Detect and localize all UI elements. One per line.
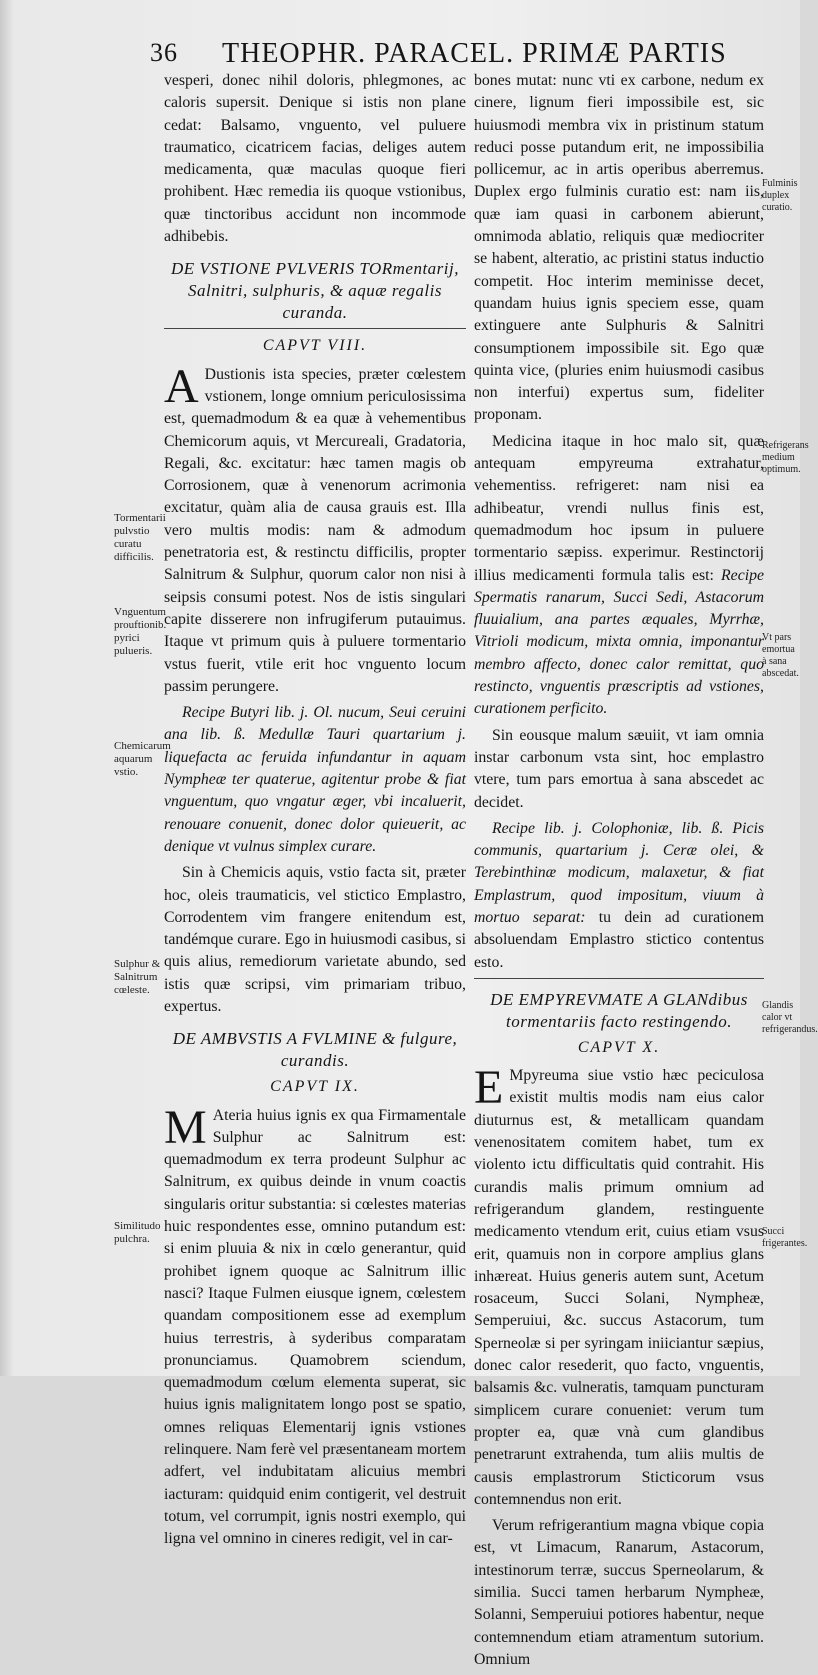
chapter-x-heading: DE EMPYREVMATE A GLANdibus tormentariis facto restingendo. <box>490 989 748 1031</box>
left-column <box>164 70 466 1555</box>
right-paragraph-1: bones mutat: nunc vti ex carbone, nedum ex cinere, lignum fieri impossibile est, sic huiusmodi membra vix in pristinum statum reduci posse putandum erit, ne impossibilia pollicemur, ac in artis operibus aberremus. Duplex ergo fulminis curatio est: nam iis, quæ iam quasi in carbonem abierunt, omnimoda ablatio, reliquis quæ mediocriter se habent, alteratio, ac pristini status inductio competit. Hoc interim meminisse decet, quandam huius ignis speciem esse, quam extinguere ante Sulphuris & Salnitri consumptionem impossibile sit. Ego quæ quinta vice, (pluries enim huiusmodi casibus non interfui) expertus sum, fideliter proponam. <box>474 72 764 424</box>
chapter-x-paragraph-1 <box>474 1061 764 1511</box>
chapter-viii-paragraph-2: Sin à Chemicis aquis, vstio facta sit, præter hoc, oleis traumaticis, vel stictico Emplastro, Corrodentem vim frangere enitendum est, tandémque curare. Ego in huiusmodi casibus, si quis alius, remediorum varietate abundo, sed istis quæ scripsi, vim primariam tribuo, expertus. <box>164 864 466 1015</box>
margin-note: Sulphur & Salnitrum cœleste. <box>114 958 161 996</box>
right-paragraph-2 <box>474 431 764 721</box>
margin-note: Succi frigerantes. <box>762 1226 808 1249</box>
right-paragraph-2-text: Medicina itaque in hoc malo sit, quæ antequam empyreuma extrahatur, vehementiss. refrigeret: nam nisi ea adhibeatur, vrendi nullus finis est, quemadmodum hoc ipsum in puluere tormentario sæpiss. experimur. Restinctorij illius medicamenti formula talis est: <box>474 432 764 584</box>
right-column <box>474 70 764 1675</box>
margin-note: Glandis calor vt refrigerandus. <box>762 1000 818 1035</box>
margin-note: Tormentarii pulvstio curatu difficilis. <box>114 512 166 563</box>
margin-note: Refrigerans medium optimum. <box>762 440 809 475</box>
recipe-ointment: Recipe Butyri lib. j. Ol. nucum, Seui ceruini ana lib. ß. Medullæ Tauri quartarium j. liquefacta ac feruida infundantur in aquam Nympheæ ter quaterue, agitentur probe & fiat vnguentum, quo vngatur æger, vbi incaluerit, renouare conuenit, donec dolor quieuerit, ac denique vt vulnus simplex curare. <box>164 704 466 855</box>
drop-cap: A <box>164 359 199 413</box>
right-paragraph-3: Sin eousque malum sæuiit, vt iam omnia instar carbonum vsta sint, hoc emplastro vtere, tum pars emortua à sana abscedet ac decidet. <box>474 726 764 811</box>
chapter-viii-heading: DE VSTIONE PVLVERIS TORmentarij, Salnitri, sulphuris, & aquæ regalis curanda. <box>171 259 459 323</box>
chapter-ix-paragraph-1 <box>164 1100 466 1551</box>
margin-note: Fulminis duplex curatio. <box>762 178 798 213</box>
page-number: 36 <box>150 38 178 67</box>
recipe-plaster-tail: tu dein ad curationem absoluendam Emplastro stictico contentus esto. <box>474 908 764 971</box>
intro-paragraph: vesperi, donec nihil doloris, phlegmones, ac caloris supersit. Denique si istis non plane cedat: Balsamo, vnguento, vel puluere traumatico, cicatricem facias, deliges autem medicamenta, quæ maculas quoque fieri prohibent. Hæc remedia iis quoque vstionibus, quæ tinctoribus accidunt non incommode adhibebis. <box>164 72 466 246</box>
chapter-ix-heading: DE AMBVSTIS A FVLMINE & fulgure, curandis. <box>172 1029 458 1071</box>
margin-note: Chemicarum aquarum vstio. <box>114 740 171 778</box>
chapter-x-paragraph-2: Verum refrigerantium magna vbique copia est, vt Limacum, Ranarum, Astacorum, intestinorum terræ, succus Sperneolarum, & similia. Succi tamen herbarum Nympheæ, Solanni, Semperuiui potiores habentur, neque contemnendum etiam atramentum sutorium. Omnium <box>474 1517 764 1668</box>
drop-cap: M <box>164 1100 207 1154</box>
chapter-viii-paragraph-1 <box>164 359 466 698</box>
running-title: THEOPHR. PARACEL. PRIMÆ PARTIS <box>222 38 727 69</box>
drop-cap: E <box>474 1061 504 1115</box>
chapter-ix-caput: CAPVT IX. <box>270 1078 360 1096</box>
divider <box>164 328 466 329</box>
chapter-viii-text: Dustionis ista species, præter cœlestem vstionem, longe omnium periculosissima est, quemadmodum & ea quæ à vehementibus Chemicorum aquis, vt Mercureali, Gradatoria, Regali, &c. excitatur: hæc tamen magis ob Corrosionem, quæ à venenorum acrimonia excitatur, quàm alia de causa grauis est. Illa vero multis modis: nam & admodum penetratoria est, & restinctu difficilis, propter Salnitrum & Sulphur, quorum calor non nisi à seipsis consumi potest. Nos de istis singulari capite disserere non infrugiferum putauimus. Itaque vt primum quis à puluere tormentario vstus fuerit, vtile erit hoc vnguento locum passim perungere. <box>164 365 466 695</box>
chapter-x-text: Mpyreuma siue vstio hæc peciculosa existit multis modis nam eius calor diuturnus est, & metallicam quandam venenositatem comitem habet, tum ex violento ictu difficultatis quid contrahit. His curandis malis primum omnium ad refrigerandum glandem, restinguente medicamento vtendum erit, cuius etiam vsus erit, quamuis non in corpore amplius glans inhæreat. Huius generis autem sunt, Acetum rosaceum, Succi Solani, Nympheæ, Semperuiui, &c. succus Astacorum, tum Sperneolæ si per syringam iniiciantur sæpius, donec calor resederit, quo facto, vnguentis, balsamis &c. vulneratis, tamquam puncturam simplicem curare conueniet: verum tum propter ea, quæ vnà cum glandibus penetrarunt extrahenda, tum aliis multis de causis emplastrorum Sticticorum vsus contemnendus non erit. <box>474 1067 764 1508</box>
chapter-ix-text: Ateria huius ignis ex qua Firmamentale Sulphur ac Salnitrum est: quemadmodum ex terra prodeunt Sulphur ac Salnitrum, ex quibus deinde in vnum coactis singularis oritur substantia: si cœlestes materias huic respondentes esse, omnino putandum est: si enim pluuia & nix in cœlo generantur, quid prohibet ignem quoque ac Salnitrum illic nasci? Itaque Fulmen eiusque ignem, cœlestem quandam compositionem esse ad exemplum huius terrestris, à syderibus comparatam pronunciamus. Quamobrem sciendum, quemadmodum cœlum elementa superat, sic huius ignis malignitatem longo post se spatio, omnes reliquas Elementarij ignis vstiones relinquere. Nam ferè vel præsentaneam mortem adfert, vel indubitatam alicuius membri iacturam: quidquid enim contigerit, vel destruit totum, vel corrumpit, ignis nostri exemplo, qui ligna vel omnino in cineres redigit, vel in car- <box>164 1106 466 1548</box>
recipe-plaster-paragraph <box>474 818 764 974</box>
recipe-plaster: Recipe lib. j. Colophoniæ, lib. ß. Picis communis, quartarium j. Ceræ olei, & Terebinthinæ modicum, malaxetur, & fiat Emplastrum, quod impositum, viuum à mortuo separat: <box>474 819 764 926</box>
margin-note: Vnguentum prouftionib. pyrici pulueris. <box>114 606 167 657</box>
margin-note: Vt pars emortua à sana abscedat. <box>762 632 799 679</box>
running-header <box>150 38 727 72</box>
recipe-refrigerant: Recipe Spermatis ranarum, Succi Sedi, Astacorum fluuialium, ana partes æquales, Myrrhæ, Vitrioli modicum, mixta omnia, imponantur membro affecto, donec calor remittat, quo restincto, vnguentis præscriptis ad vstiones, curationem perficito. <box>474 566 765 718</box>
divider <box>474 978 764 979</box>
margin-note: Similitudo pulchra. <box>114 1220 161 1245</box>
chapter-x-caput: CAPVT X. <box>577 1038 661 1056</box>
chapter-viii-caput: CAPVT VIII. <box>262 337 368 355</box>
